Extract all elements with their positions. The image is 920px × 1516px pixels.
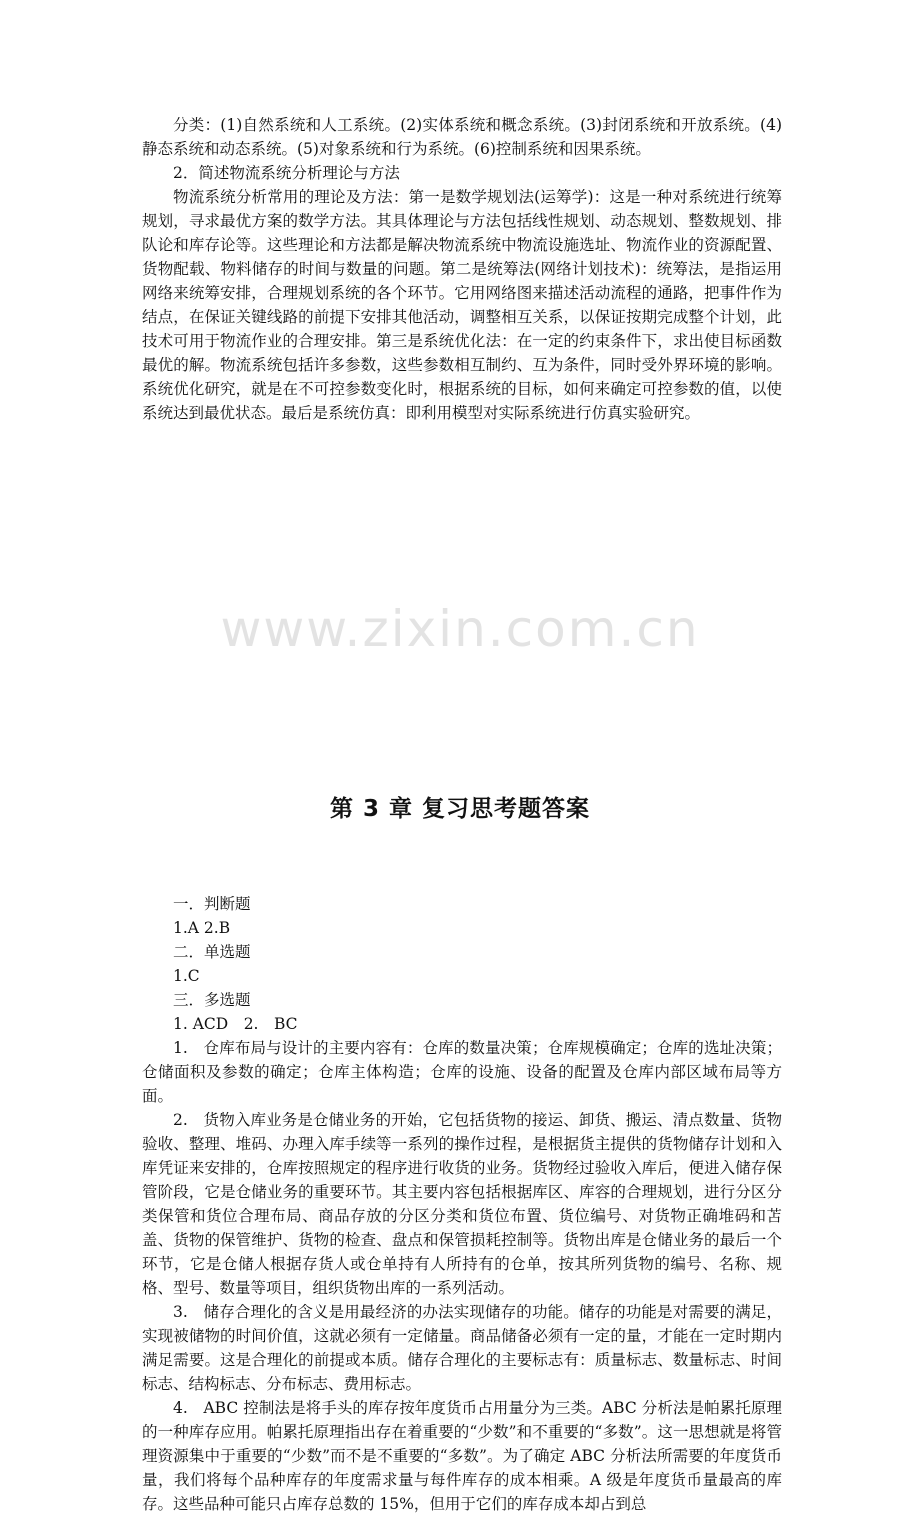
section-heading-multi-choice: 三．多选题: [173, 991, 251, 1009]
analysis-methods-paragraph: 物流系统分析常用的理论及方法：第一是数学规划法(运筹学)：这是一种对系统进行统筹规划，寻求最优方案的数学方法。其具体理论与方法包括线性规划、动态规划、整数规划、排队论和库存论等。这些理论和方法都是解决物流系统中物流设施选址、物流作业的资源配置、货物配载、物料储存的时间与数量的问题。第二是统筹法(网络计划技术)：统筹法，是指运用网络来统筹安排，合理规划系统的各个环节。它用网络图来描述活动流程的通路，把事件作为结点，在保证关键线路的前提下安排其他活动，调整相互关系，以保证按期完成整个计划，此技术可用于物流作业的合理安排。第三是系统优化法：在一定的约束条件下，求出使目标函数最优的解。物流系统包括许多参数，这些参数相互制约、互为条件，同时受外界环境的影响。系统优化研究，就是在不可控参数变化时，根据系统的目标，如何来确定可控参数的值，以使系统达到最优状态。最后是系统仿真：即利用模型对实际系统进行仿真实验研究。: [142, 188, 782, 422]
chapter-title: 第 3 章 复习思考题答案: [329, 796, 591, 822]
single-choice-answers: 1.C: [173, 967, 200, 985]
section-heading-single-choice: 二．单选题: [173, 943, 251, 961]
top-section: [142, 113, 782, 425]
answers-section: [142, 892, 782, 1516]
answer-3-paragraph: 3. 储存合理化的含义是用最经济的办法实现储存的功能。储存的功能是对需要的满足，实现被储物的时间价值，这就必须有一定储量。商品储备必须有一定的量，才能在一定时期内满足需要。这是合理化的前提或本质。储存合理化的主要标志有：质量标志、数量标志、时间标志、结构标志、分布标志、费用标志。: [142, 1303, 782, 1393]
question-2-heading: 2．简述物流系统分析理论与方法: [173, 164, 400, 182]
answer-4-paragraph: 4. ABC 控制法是将手头的库存按年度货币占用量分为三类。ABC 分析法是帕累托原理的一种库存应用。帕累托原理指出存在着重要的“少数”和不重要的“多数”。这一思想就是将管理资源集中于重要的“少数”而不是不重要的“多数”。为了确定 ABC 分析法所需要的年度货币量，我们将每个品种库存的年度需求量与每件库存的成本相乘。A 级是年度货币量最高的库存。这些品种可能只占库存总数的 15%，但用于它们的库存成本却占到总: [142, 1399, 782, 1513]
judgment-answers: 1.A 2.B: [173, 919, 231, 937]
section-heading-judgment: 一．判断题: [173, 895, 251, 913]
watermark: www.zixin.com.cn: [220, 600, 700, 658]
multi-choice-answers: 1. ACD 2. BC: [173, 1015, 298, 1033]
classification-paragraph: 分类：(1)自然系统和人工系统。(2)实体系统和概念系统。(3)封闭系统和开放系统。(4)静态系统和动态系统。(5)对象系统和行为系统。(6)控制系统和因果系统。: [142, 116, 782, 158]
answer-2-paragraph: 2. 货物入库业务是仓储业务的开始，它包括货物的接运、卸货、搬运、清点数量、货物验收、整理、堆码、办理入库手续等一系列的操作过程，是根据货主提供的货物储存计划和入库凭证来安排的，仓库按照规定的程序进行收货的业务。货物经过验收入库后，便进入储存保管阶段，它是仓储业务的重要环节。其主要内容包括根据库区、库容的合理规划，进行分区分类保管和货位合理布局、商品存放的分区分类和货位布置、货位编号、对货物正确堆码和苫盖、货物的保管维护、货物的检查、盘点和保管损耗控制等。货物出库是仓储业务的最后一个环节，它是仓储人根据存货人或仓单持有人所持有的仓单，按其所列货物的编号、名称、规格、型号、数量等项目，组织货物出库的一系列活动。: [142, 1111, 782, 1297]
answer-1-paragraph: 1. 仓库布局与设计的主要内容有：仓库的数量决策；仓库规模确定；仓库的选址决策；仓储面积及参数的确定；仓库主体构造；仓库的设施、设备的配置及仓库内部区域布局等方面。: [142, 1039, 782, 1105]
